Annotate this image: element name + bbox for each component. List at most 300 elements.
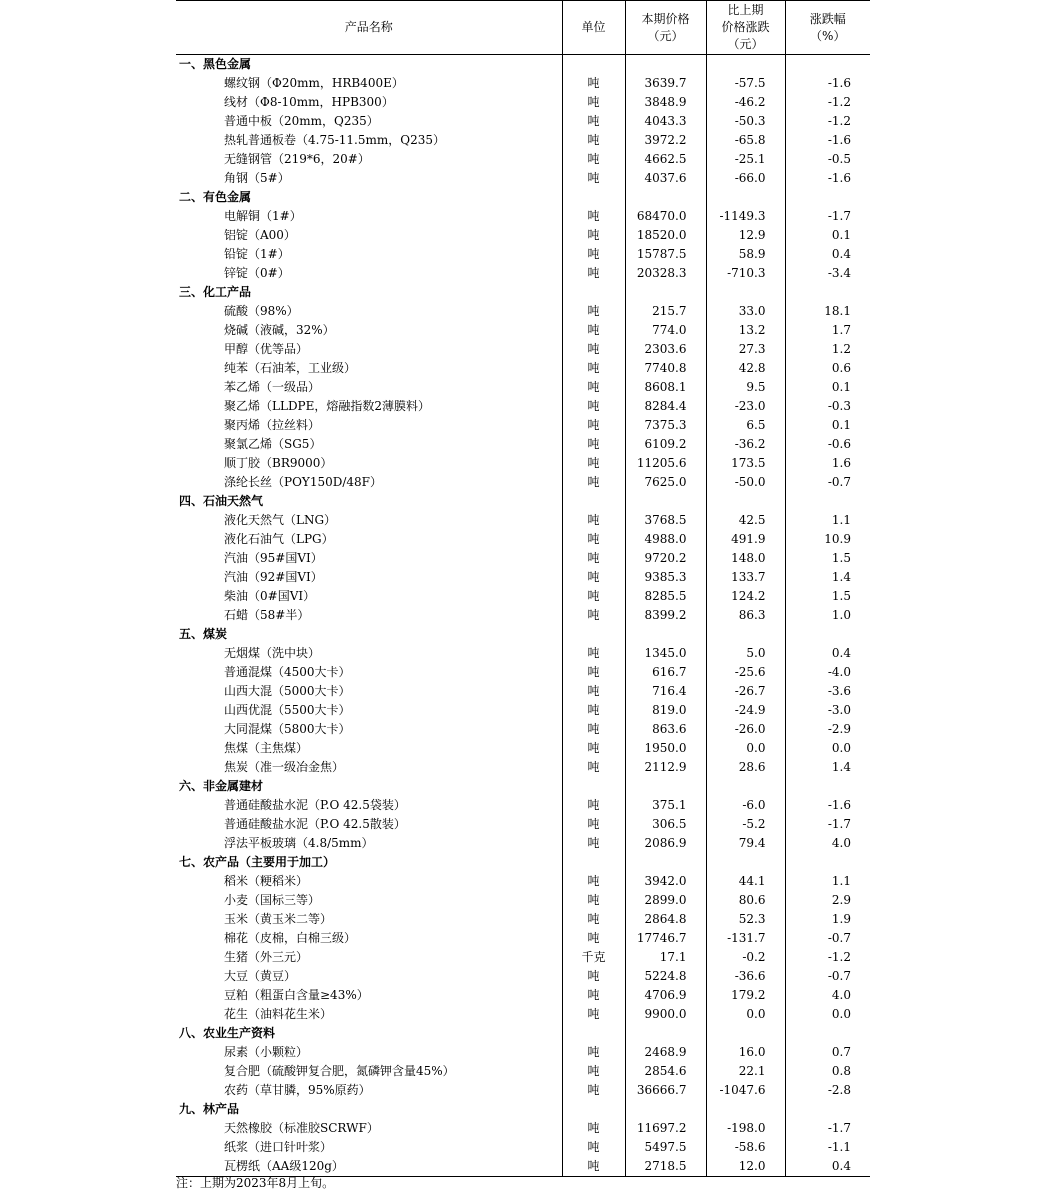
product-name: 甲醇（优等品） (176, 340, 562, 359)
table-row (176, 530, 870, 549)
product-name: 玉米（黄玉米二等） (176, 910, 562, 929)
change-cell: -198.0 (706, 1119, 785, 1138)
percent-cell: -0.3 (827, 399, 851, 413)
table-row (176, 397, 870, 416)
product-name: 无缝钢管（219*6，20#） (176, 150, 562, 169)
change-cell: -25.6 (706, 663, 785, 682)
price-cell: 68470.0 (625, 207, 706, 226)
unit-cell: 吨 (562, 169, 625, 188)
category-label: 七、农产品（主要用于加工） (176, 853, 562, 872)
unit-cell: 吨 (562, 1043, 625, 1062)
price-cell: 15787.5 (625, 245, 706, 264)
change-cell: 79.4 (706, 834, 785, 853)
change-cell: 148.0 (706, 549, 785, 568)
percent-cell: -1.7 (827, 209, 851, 223)
unit-cell: 吨 (562, 112, 625, 131)
change-cell: -710.3 (706, 264, 785, 283)
percent-cell: 0.4 (785, 1157, 870, 1177)
percent-cell: 1.1 (831, 513, 851, 527)
price-cell: 7625.0 (625, 473, 706, 492)
table-header (176, 1, 870, 55)
table-row (176, 872, 870, 891)
price-cell: 11205.6 (625, 454, 706, 473)
change-cell: 0.0 (706, 1005, 785, 1024)
unit-cell: 吨 (562, 397, 625, 416)
product-name: 焦炭（准一级冶金焦） (176, 758, 562, 777)
product-name: 稻米（粳稻米） (176, 872, 562, 891)
percent-cell: -0.5 (827, 152, 851, 166)
product-name: 电解铜（1#） (176, 207, 562, 226)
price-cell: 3848.9 (625, 93, 706, 112)
percent-cell: -4.0 (827, 665, 851, 679)
product-name: 普通中板（20mm，Q235） (176, 112, 562, 131)
table-row (176, 245, 870, 264)
product-name: 液化石油气（LPG） (176, 530, 562, 549)
table-row (176, 112, 870, 131)
price-cell: 2854.6 (625, 1062, 706, 1081)
percent-cell: -0.7 (827, 475, 851, 489)
table-row (176, 74, 870, 93)
percent-cell: 0.7 (831, 1045, 851, 1059)
price-cell: 20328.3 (625, 264, 706, 283)
percent-cell: -1.6 (827, 76, 851, 90)
table-row (176, 948, 870, 967)
percent-cell: 18.1 (824, 304, 851, 318)
category-label: 四、石油天然气 (176, 492, 562, 511)
table-row (176, 815, 870, 834)
change-cell: 124.2 (706, 587, 785, 606)
unit-cell: 吨 (562, 264, 625, 283)
table-row (176, 834, 870, 853)
category-label: 五、煤炭 (176, 625, 562, 644)
change-cell: 44.1 (706, 872, 785, 891)
category-label: 九、林产品 (176, 1100, 562, 1119)
change-cell: -50.3 (706, 112, 785, 131)
price-cell: 8399.2 (625, 606, 706, 625)
product-name: 大豆（黄豆） (176, 967, 562, 986)
unit-cell: 吨 (562, 321, 625, 340)
change-cell: 27.3 (706, 340, 785, 359)
table-row (176, 720, 870, 739)
change-cell: 80.6 (706, 891, 785, 910)
change-cell: 12.0 (706, 1157, 785, 1177)
table-row (176, 207, 870, 226)
product-name: 普通硅酸盐水泥（P.O 42.5袋装） (176, 796, 562, 815)
table-row (176, 359, 870, 378)
header-current-price: 本期价格 （元） (625, 1, 706, 55)
table-row (176, 93, 870, 112)
product-name: 石蜡（58#半） (176, 606, 562, 625)
change-cell: -36.2 (706, 435, 785, 454)
price-cell: 36666.7 (625, 1081, 706, 1100)
product-name: 热轧普通板卷（4.75-11.5mm，Q235） (176, 131, 562, 150)
table-row (176, 967, 870, 986)
price-cell: 7740.8 (625, 359, 706, 378)
price-cell: 2086.9 (625, 834, 706, 853)
change-cell: 33.0 (706, 302, 785, 321)
price-cell: 8285.5 (625, 587, 706, 606)
category-row (176, 188, 870, 207)
unit-cell: 吨 (562, 758, 625, 777)
unit-cell: 吨 (562, 663, 625, 682)
product-name: 花生（油料花生米） (176, 1005, 562, 1024)
percent-cell: 0.1 (831, 418, 851, 432)
change-cell: 133.7 (706, 568, 785, 587)
unit-cell: 吨 (562, 1005, 625, 1024)
change-cell: 28.6 (706, 758, 785, 777)
unit-cell: 吨 (562, 226, 625, 245)
percent-cell: 1.5 (831, 589, 851, 603)
percent-cell: -1.2 (827, 114, 851, 128)
change-cell: 491.9 (706, 530, 785, 549)
price-cell: 18520.0 (625, 226, 706, 245)
category-row (176, 283, 870, 302)
table-row (176, 302, 870, 321)
price-cell: 863.6 (625, 720, 706, 739)
table-row (176, 169, 870, 188)
price-cell: 5497.5 (625, 1138, 706, 1157)
change-cell: -26.0 (706, 720, 785, 739)
percent-cell: -3.0 (827, 703, 851, 717)
unit-cell: 吨 (562, 815, 625, 834)
product-name: 普通硅酸盐水泥（P.O 42.5散装） (176, 815, 562, 834)
percent-cell: 0.1 (831, 380, 851, 394)
price-cell: 17746.7 (625, 929, 706, 948)
price-cell: 1950.0 (625, 739, 706, 758)
unit-cell: 吨 (562, 1062, 625, 1081)
table-row (176, 1119, 870, 1138)
percent-cell: -1.6 (827, 133, 851, 147)
unit-cell: 吨 (562, 549, 625, 568)
percent-cell: 1.9 (831, 912, 851, 926)
product-name: 豆粕（粗蛋白含量≥43%） (176, 986, 562, 1005)
unit-cell: 吨 (562, 207, 625, 226)
change-cell: 6.5 (706, 416, 785, 435)
change-cell: -58.6 (706, 1138, 785, 1157)
price-cell: 3768.5 (625, 511, 706, 530)
product-name: 纯苯（石油苯，工业级） (176, 359, 562, 378)
product-name: 锌锭（0#） (176, 264, 562, 283)
price-cell: 2899.0 (625, 891, 706, 910)
unit-cell: 吨 (562, 530, 625, 549)
change-cell: 9.5 (706, 378, 785, 397)
unit-cell: 吨 (562, 302, 625, 321)
change-cell: -5.2 (706, 815, 785, 834)
price-cell: 3942.0 (625, 872, 706, 891)
category-label: 六、非金属建材 (176, 777, 562, 796)
percent-cell: 1.6 (831, 456, 851, 470)
unit-cell: 吨 (562, 796, 625, 815)
table-row (176, 1005, 870, 1024)
change-cell: 42.5 (706, 511, 785, 530)
percent-cell: -1.2 (827, 95, 851, 109)
header-unit: 单位 (562, 1, 625, 55)
category-row (176, 625, 870, 644)
header-price-change: 比上期 价格涨跌 （元） (706, 1, 785, 55)
product-name: 聚氯乙烯（SG5） (176, 435, 562, 454)
product-name: 纸浆（进口针叶浆） (176, 1138, 562, 1157)
change-cell: 58.9 (706, 245, 785, 264)
change-cell: 13.2 (706, 321, 785, 340)
change-cell: 16.0 (706, 1043, 785, 1062)
product-name: 棉花（皮棉，白棉三级） (176, 929, 562, 948)
price-cell: 306.5 (625, 815, 706, 834)
price-cell: 8284.4 (625, 397, 706, 416)
unit-cell: 吨 (562, 340, 625, 359)
percent-cell: 1.0 (831, 608, 851, 622)
unit-cell: 吨 (562, 416, 625, 435)
product-name: 柴油（0#国VI） (176, 587, 562, 606)
header-change-percent: 涨跌幅 （%） (785, 1, 870, 55)
unit-cell: 吨 (562, 511, 625, 530)
table-row (176, 910, 870, 929)
price-cell: 4043.3 (625, 112, 706, 131)
product-name: 山西大混（5000大卡） (176, 682, 562, 701)
price-cell: 9720.2 (625, 549, 706, 568)
product-name: 汽油（92#国VI） (176, 568, 562, 587)
table-row (176, 739, 870, 758)
change-cell: -50.0 (706, 473, 785, 492)
percent-cell: 1.7 (831, 323, 851, 337)
change-cell: 42.8 (706, 359, 785, 378)
change-cell: -24.9 (706, 701, 785, 720)
change-cell: -25.1 (706, 150, 785, 169)
percent-cell: 1.4 (831, 760, 851, 774)
product-name: 尿素（小颗粒） (176, 1043, 562, 1062)
price-cell: 1345.0 (625, 644, 706, 663)
header-product-name: 产品名称 (176, 1, 562, 55)
table-row (176, 549, 870, 568)
table-row (176, 663, 870, 682)
percent-cell: -1.6 (827, 798, 851, 812)
product-name: 顺丁胶（BR9000） (176, 454, 562, 473)
change-cell: 86.3 (706, 606, 785, 625)
product-name: 浮法平板玻璃（4.8/5mm） (176, 834, 562, 853)
price-cell: 2112.9 (625, 758, 706, 777)
unit-cell: 吨 (562, 929, 625, 948)
percent-cell: 0.4 (831, 247, 851, 261)
percent-cell: -3.6 (827, 684, 851, 698)
table-row (176, 454, 870, 473)
unit-cell: 吨 (562, 378, 625, 397)
unit-cell: 吨 (562, 682, 625, 701)
table-row (176, 568, 870, 587)
price-cell: 7375.3 (625, 416, 706, 435)
product-name: 焦煤（主焦煤） (176, 739, 562, 758)
percent-cell: 0.4 (831, 646, 851, 660)
category-label: 一、黑色金属 (176, 55, 562, 75)
table-row (176, 264, 870, 283)
change-cell: -66.0 (706, 169, 785, 188)
product-name: 螺纹钢（Φ20mm，HRB400E） (176, 74, 562, 93)
change-cell: 179.2 (706, 986, 785, 1005)
table-row (176, 1081, 870, 1100)
price-cell: 4662.5 (625, 150, 706, 169)
category-row (176, 492, 870, 511)
price-cell: 9385.3 (625, 568, 706, 587)
category-row (176, 55, 870, 75)
percent-cell: 1.1 (831, 874, 851, 888)
price-cell: 9900.0 (625, 1005, 706, 1024)
product-name: 大同混煤（5800大卡） (176, 720, 562, 739)
percent-cell: -1.6 (827, 171, 851, 185)
price-cell: 774.0 (625, 321, 706, 340)
category-row (176, 853, 870, 872)
unit-cell: 吨 (562, 701, 625, 720)
price-cell: 616.7 (625, 663, 706, 682)
unit-cell: 吨 (562, 568, 625, 587)
unit-cell: 吨 (562, 739, 625, 758)
change-cell: -36.6 (706, 967, 785, 986)
change-cell: -26.7 (706, 682, 785, 701)
table-row (176, 701, 870, 720)
unit-cell: 吨 (562, 834, 625, 853)
table-row (176, 1062, 870, 1081)
percent-cell: 0.0 (831, 741, 851, 755)
product-name: 聚丙烯（拉丝料） (176, 416, 562, 435)
table-row (176, 1138, 870, 1157)
product-name: 线材（Φ8-10mm，HPB300） (176, 93, 562, 112)
table-row (176, 929, 870, 948)
unit-cell: 吨 (562, 245, 625, 264)
unit-cell: 吨 (562, 967, 625, 986)
table-row (176, 758, 870, 777)
price-cell: 4988.0 (625, 530, 706, 549)
percent-cell: 4.0 (831, 836, 851, 850)
percent-cell: 2.9 (831, 893, 851, 907)
percent-cell: -1.7 (827, 1121, 851, 1135)
percent-cell: -2.9 (827, 722, 851, 736)
category-row (176, 1100, 870, 1119)
product-name: 天然橡胶（标准胶SCRWF） (176, 1119, 562, 1138)
table-row (176, 473, 870, 492)
category-label: 三、化工产品 (176, 283, 562, 302)
change-cell: 173.5 (706, 454, 785, 473)
percent-cell: -0.6 (827, 437, 851, 451)
table-row (176, 378, 870, 397)
price-table-container (176, 0, 870, 1177)
change-cell: 22.1 (706, 1062, 785, 1081)
percent-cell: -0.7 (827, 969, 851, 983)
percent-cell: 10.9 (824, 532, 851, 546)
percent-cell: 1.2 (831, 342, 851, 356)
price-cell: 2303.6 (625, 340, 706, 359)
unit-cell: 吨 (562, 1138, 625, 1157)
product-name: 瓦楞纸（AA级120g） (176, 1157, 562, 1177)
product-name: 铝锭（A00） (176, 226, 562, 245)
percent-cell: 1.4 (831, 570, 851, 584)
price-cell: 2718.5 (625, 1157, 706, 1177)
unit-cell: 吨 (562, 872, 625, 891)
product-name: 普通混煤（4500大卡） (176, 663, 562, 682)
change-cell: -6.0 (706, 796, 785, 815)
change-cell: -46.2 (706, 93, 785, 112)
table-row (176, 986, 870, 1005)
price-cell: 819.0 (625, 701, 706, 720)
percent-cell: 0.6 (831, 361, 851, 375)
table-row (176, 416, 870, 435)
price-cell: 2468.9 (625, 1043, 706, 1062)
product-name: 涤纶长丝（POY150D/48F） (176, 473, 562, 492)
unit-cell: 吨 (562, 1157, 625, 1177)
price-cell: 11697.2 (625, 1119, 706, 1138)
price-cell: 6109.2 (625, 435, 706, 454)
product-name: 聚乙烯（LLDPE，熔融指数2薄膜料） (176, 397, 562, 416)
price-cell: 215.7 (625, 302, 706, 321)
table-body (176, 55, 870, 1177)
table-row (176, 1043, 870, 1062)
change-cell: 5.0 (706, 644, 785, 663)
product-name: 无烟煤（洗中块） (176, 644, 562, 663)
product-name: 硫酸（98%） (176, 302, 562, 321)
table-row (176, 226, 870, 245)
footnote: 注：上期为2023年8月上旬。 (176, 1176, 335, 1190)
category-label: 八、农业生产资料 (176, 1024, 562, 1043)
percent-cell: 0.1 (831, 228, 851, 242)
category-row (176, 1024, 870, 1043)
category-row (176, 777, 870, 796)
product-name: 小麦（国标三等） (176, 891, 562, 910)
price-cell: 3972.2 (625, 131, 706, 150)
product-name: 液化天然气（LNG） (176, 511, 562, 530)
price-cell: 17.1 (625, 948, 706, 967)
product-name: 铅锭（1#） (176, 245, 562, 264)
product-name: 角钢（5#） (176, 169, 562, 188)
price-cell: 5224.8 (625, 967, 706, 986)
product-name: 苯乙烯（一级品） (176, 378, 562, 397)
table-row (176, 150, 870, 169)
table-row (176, 587, 870, 606)
unit-cell: 吨 (562, 150, 625, 169)
change-cell: -131.7 (706, 929, 785, 948)
percent-cell: 4.0 (831, 988, 851, 1002)
percent-cell: -1.7 (827, 817, 851, 831)
change-cell: -65.8 (706, 131, 785, 150)
table-row (176, 682, 870, 701)
percent-cell: -0.7 (827, 931, 851, 945)
change-cell: -23.0 (706, 397, 785, 416)
change-cell: 0.0 (706, 739, 785, 758)
unit-cell: 吨 (562, 435, 625, 454)
unit-cell: 千克 (562, 948, 625, 967)
unit-cell: 吨 (562, 1081, 625, 1100)
table-row (176, 321, 870, 340)
percent-cell: -1.2 (827, 950, 851, 964)
unit-cell: 吨 (562, 93, 625, 112)
table-row (176, 340, 870, 359)
unit-cell: 吨 (562, 587, 625, 606)
unit-cell: 吨 (562, 359, 625, 378)
price-cell: 4706.9 (625, 986, 706, 1005)
percent-cell: -3.4 (827, 266, 851, 280)
change-cell: 52.3 (706, 910, 785, 929)
product-name: 烧碱（液碱，32%） (176, 321, 562, 340)
product-name: 复合肥（硫酸钾复合肥，氮磷钾含量45%） (176, 1062, 562, 1081)
category-label: 二、有色金属 (176, 188, 562, 207)
table-row (176, 131, 870, 150)
unit-cell: 吨 (562, 1119, 625, 1138)
change-cell: -1149.3 (706, 207, 785, 226)
unit-cell: 吨 (562, 473, 625, 492)
product-name: 农药（草甘膦，95%原药） (176, 1081, 562, 1100)
change-cell: -57.5 (706, 74, 785, 93)
unit-cell: 吨 (562, 986, 625, 1005)
unit-cell: 吨 (562, 891, 625, 910)
product-name: 汽油（95#国VI） (176, 549, 562, 568)
table-row (176, 606, 870, 625)
unit-cell: 吨 (562, 644, 625, 663)
price-table (176, 0, 870, 1177)
